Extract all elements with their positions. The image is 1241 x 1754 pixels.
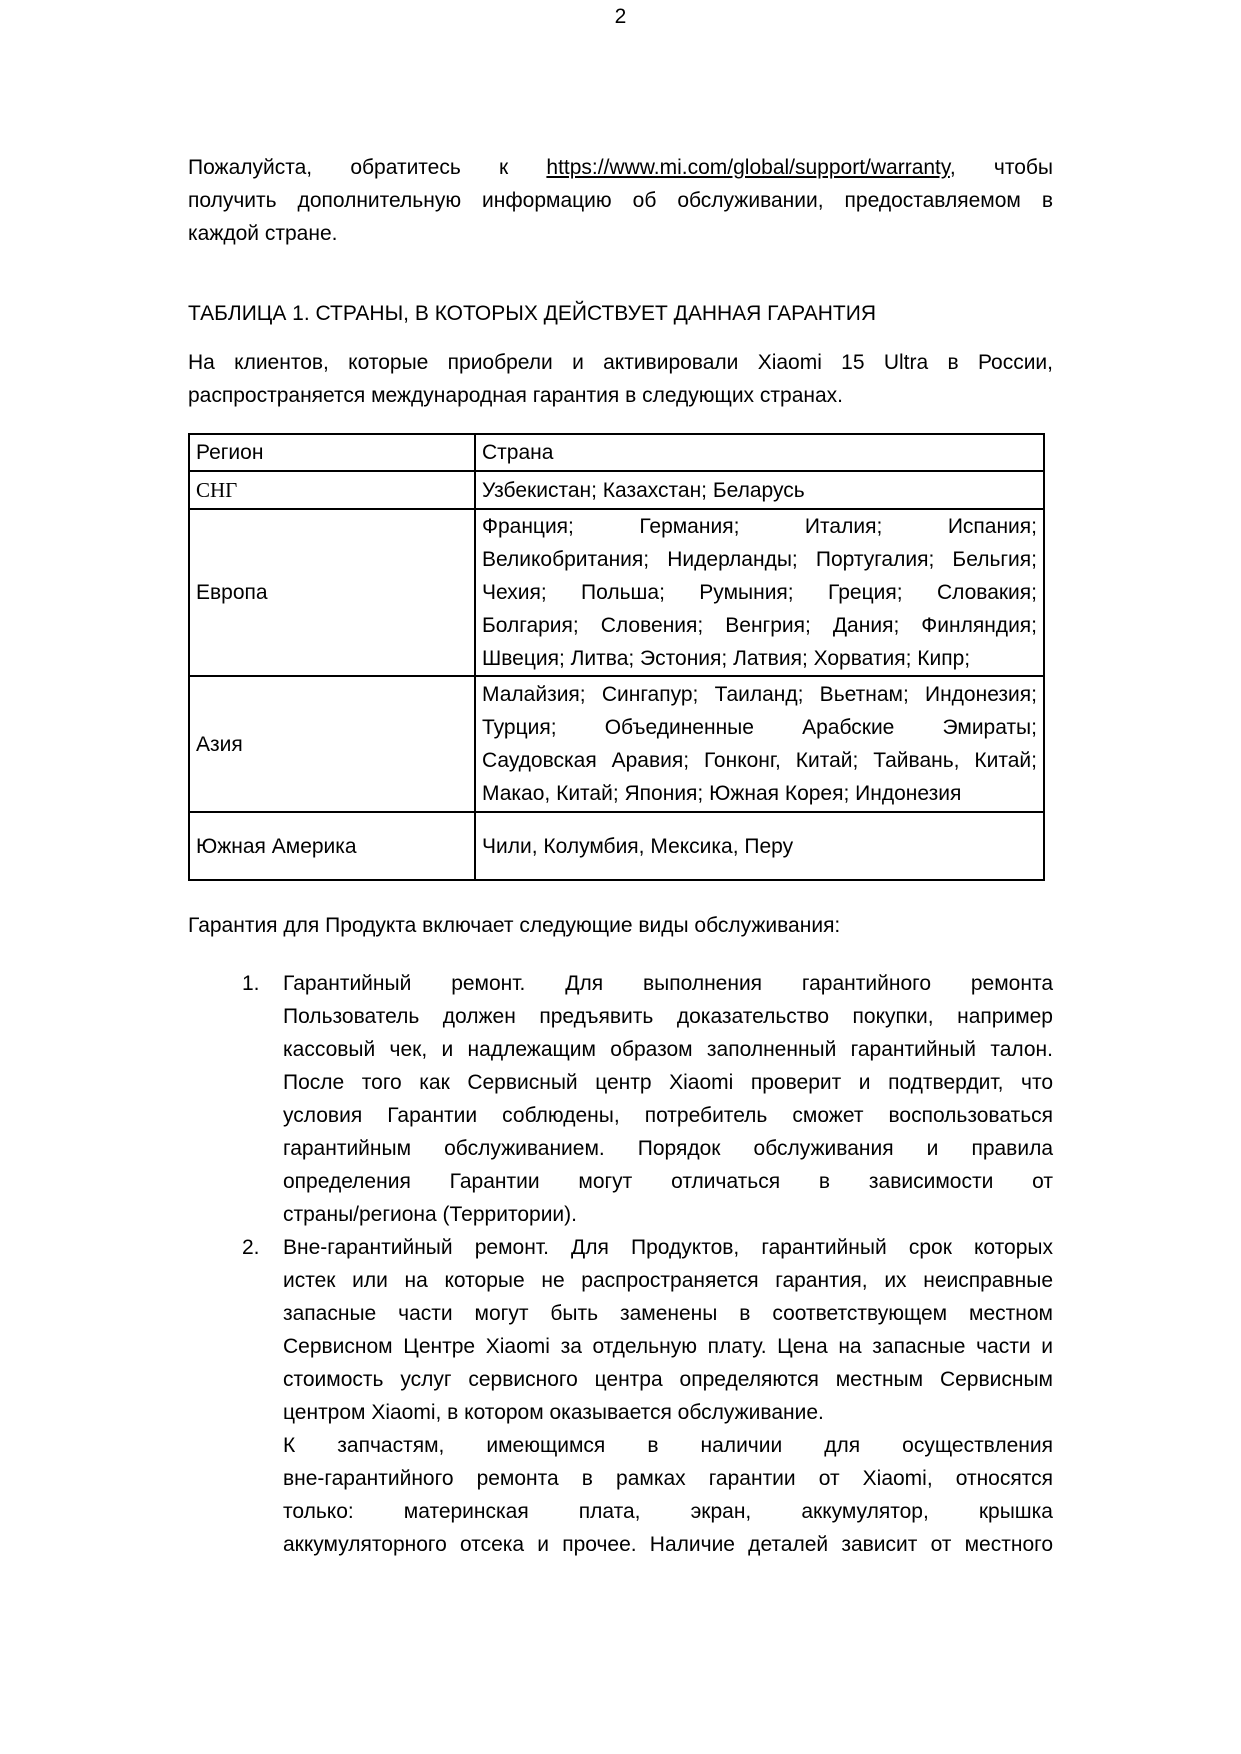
countries-line: Макао, Китай; Япония; Южная Корея; Индонезия: [482, 782, 962, 805]
countries-line: Болгария; Словения; Венгрия; Дания; Финляндия;: [482, 614, 1037, 637]
warranty-support-link[interactable]: https://www.mi.com/global/support/warranty: [546, 156, 950, 179]
list-item-line: После того как Сервисный центр Xiaomi проверит и подтвердит, что: [283, 1071, 1053, 1094]
list-item-line: страны/региона (Территории).: [283, 1203, 577, 1226]
list-item-line: Вне-гарантийный ремонт. Для Продуктов, гарантийный срок которых: [283, 1236, 1053, 1259]
region-cell: Южная Америка: [189, 812, 475, 880]
list-item-line: стоимость услуг сервисного центра определяются местным Сервисным: [283, 1368, 1053, 1391]
countries-cell: [475, 812, 1044, 880]
list-item-line: вне-гарантийного ремонта в рамках гарантии от Xiaomi, относятся: [283, 1467, 1053, 1490]
list-item-line: гарантийным обслуживанием. Порядок обслуживания и правила: [283, 1137, 1053, 1160]
table-title: ТАБЛИЦА 1. СТРАНЫ, В КОТОРЫХ ДЕЙСТВУЕТ ДАННАЯ ГАРАНТИЯ: [188, 302, 877, 325]
countries-cell: [475, 509, 1044, 676]
service-list-item: [188, 967, 1053, 1231]
intro-paragraph: [188, 151, 1053, 250]
service-list-item: [188, 1231, 1053, 1561]
countries-line: Турция; Объединенные Арабские Эмираты;: [482, 716, 1037, 739]
countries-cell: [475, 676, 1044, 812]
services-intro-paragraph: [188, 909, 1053, 942]
list-item-text: [283, 1231, 1053, 1561]
list-item-line: истек или на которые не распространяется гарантия, их неисправные: [283, 1269, 1053, 1292]
table-intro-paragraph: [188, 346, 1053, 412]
countries-line: Швеция; Литва; Эстония; Латвия; Хорватия; Кипр;: [482, 647, 971, 670]
paragraph-line: Гарантия для Продукта включает следующие виды обслуживания:: [188, 914, 841, 937]
table-row: [189, 509, 1044, 676]
countries-line: Чили, Колумбия, Мексика, Перу: [482, 834, 794, 858]
paragraph-line: [188, 151, 1053, 184]
list-item-line: кассовый чек, и надлежащим образом заполненный гарантийный талон.: [283, 1038, 1053, 1061]
list-item-line: К запчастям, имеющимся в наличии для осуществления: [283, 1434, 1053, 1457]
paragraph-line: распространяется международная гарантия в следующих странах.: [188, 384, 843, 407]
region-cell: СНГ: [189, 471, 475, 509]
service-list: [188, 967, 1053, 1561]
table-row: [189, 471, 1044, 509]
countries-line: Чехия; Польша; Румыния; Греция; Словакия;: [482, 581, 1037, 604]
page-number: 2: [614, 5, 627, 28]
region-column-header: Регион: [189, 434, 475, 471]
country-column-header: Страна: [475, 434, 1044, 471]
countries-cell: [475, 471, 1044, 509]
countries-line: Франция; Германия; Италия; Испания;: [482, 515, 1037, 538]
region-cell: Азия: [189, 676, 475, 812]
table-row: [189, 676, 1044, 812]
list-item-line: центром Xiaomi, в котором оказывается обслуживание.: [283, 1401, 824, 1424]
table-row: [189, 812, 1044, 880]
countries-line: Саудовская Аравия; Гонконг, Китай; Тайвань, Китай;: [482, 749, 1037, 772]
list-item-line: Пользователь должен предъявить доказательство покупки, например: [283, 1005, 1053, 1028]
list-item-line: определения Гарантии могут отличаться в зависимости от: [283, 1170, 1053, 1193]
warranty-table-container: [188, 433, 1043, 881]
list-item-line: Сервисном Центре Xiaomi за отдельную плату. Цена на запасные части и: [283, 1335, 1053, 1358]
region-cell: Европа: [189, 509, 475, 676]
countries-line: Узбекистан; Казахстан; Беларусь: [482, 478, 805, 502]
list-item-line: Гарантийный ремонт. Для выполнения гарантийного ремонта: [283, 972, 1053, 995]
paragraph-line: На клиентов, которые приобрели и активировали Xiaomi 15 Ultra в России,: [188, 351, 1053, 374]
list-item-line: запасные части могут быть заменены в соответствующем местном: [283, 1302, 1053, 1325]
list-item-line: аккумуляторного отсека и прочее. Наличие деталей зависит от местного: [283, 1533, 1053, 1556]
intro-text-pre: Пожалуйста, обратитесь к: [188, 156, 547, 179]
list-item-line: только: материнская плата, экран, аккумулятор, крышка: [283, 1500, 1053, 1523]
warranty-countries-table: [188, 433, 1045, 881]
paragraph-line: каждой стране.: [188, 222, 338, 245]
countries-line: Малайзия; Сингапур; Таиланд; Вьетнам; Индонезия;: [482, 683, 1037, 706]
paragraph-line: получить дополнительную информацию об обслуживании, предоставляемом в: [188, 189, 1053, 212]
list-item-number: 2.: [242, 1236, 260, 1259]
table-header-row: [189, 434, 1044, 471]
list-item-number: 1.: [242, 972, 260, 995]
list-item-line: условия Гарантии соблюдены, потребитель сможет воспользоваться: [283, 1104, 1053, 1127]
intro-text-post: , чтобы: [949, 156, 1054, 179]
list-item-text: [283, 967, 1053, 1231]
countries-line: Великобритания; Нидерланды; Португалия; Бельгия;: [482, 548, 1037, 571]
